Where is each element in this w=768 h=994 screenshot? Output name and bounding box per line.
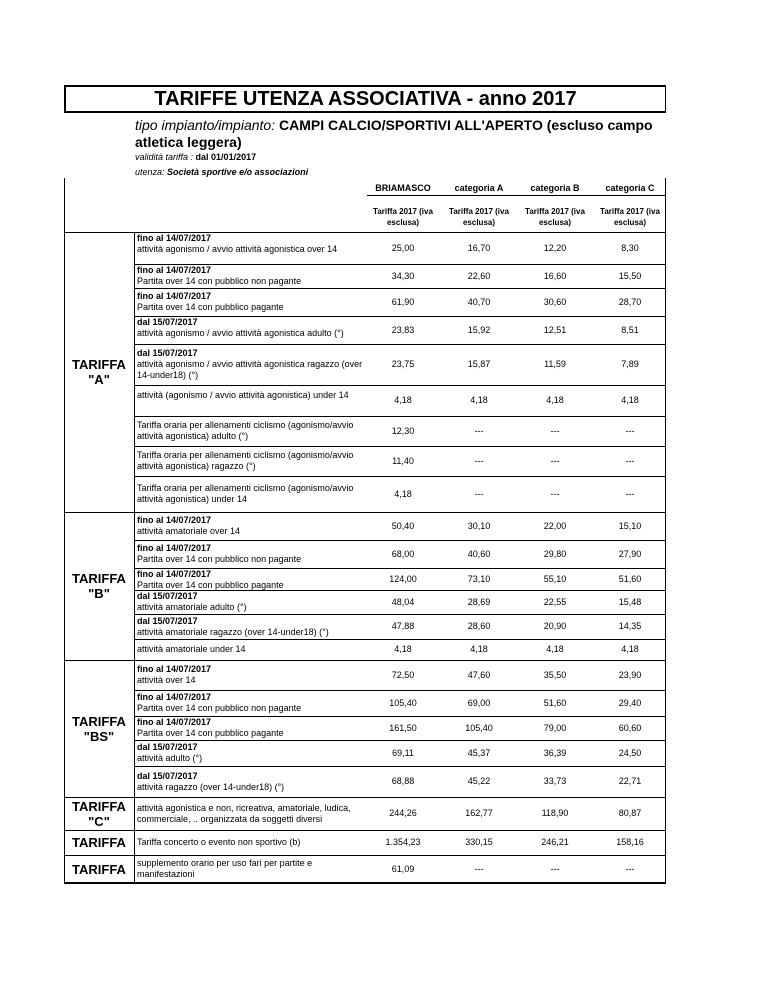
price-cell: 124,00 xyxy=(389,574,417,584)
description-text: Partita over 14 con pubblico non pagante xyxy=(137,276,302,286)
price-cell: 22,00 xyxy=(543,521,567,531)
description-text: attività agonismo / avvio attività agonistica ragazzo (over 14-under18) (°) xyxy=(137,359,363,380)
price-cell: 45,37 xyxy=(467,748,491,758)
price-cell: 28,70 xyxy=(618,297,642,307)
validita-info xyxy=(135,152,256,163)
tariff-group-label: TARIFFA xyxy=(72,862,126,877)
price-cell: 4,18 xyxy=(394,489,412,499)
group-divider xyxy=(64,855,666,856)
price-cell: 4,18 xyxy=(470,644,488,654)
validity-period: dal 15/07/2017 xyxy=(137,591,198,601)
price-cell: 1.354,23 xyxy=(385,837,421,847)
price-cell: --- xyxy=(625,864,635,874)
price-cell: 162,77 xyxy=(465,808,493,818)
validity-period: fino al 14/07/2017 xyxy=(137,265,212,275)
group-divider xyxy=(64,512,666,513)
price-cell: 23,90 xyxy=(618,670,642,680)
tariff-description xyxy=(137,291,367,313)
price-cell: 61,90 xyxy=(391,297,415,307)
price-cell: 246,21 xyxy=(541,837,569,847)
column-header: categoria A xyxy=(454,183,504,193)
price-cell: 73,10 xyxy=(467,574,491,584)
price-cell: --- xyxy=(474,456,484,466)
price-cell: 20,90 xyxy=(543,621,567,631)
price-cell: 24,50 xyxy=(618,748,642,758)
validita-value: dal 01/01/2017 xyxy=(195,152,257,162)
price-cell: --- xyxy=(550,426,560,436)
description-text: Partita over 14 con pubblico non pagante xyxy=(137,703,302,713)
column-subheader: Tariffa 2017 (iva esclusa) xyxy=(600,207,660,227)
price-cell: --- xyxy=(550,489,560,499)
validita-label: validità tariffa : xyxy=(135,152,194,162)
price-cell: 23,75 xyxy=(391,359,415,369)
price-cell: 4,18 xyxy=(394,395,412,405)
tariff-description xyxy=(137,858,367,880)
price-cell: 29,80 xyxy=(543,549,567,559)
price-cell: 35,50 xyxy=(543,670,567,680)
price-cell: 23,83 xyxy=(391,325,415,335)
utenza-value: Società sportive e/o associazioni xyxy=(167,167,309,177)
price-cell: 22,71 xyxy=(618,776,642,786)
validity-period: fino al 14/07/2017 xyxy=(137,569,212,579)
price-cell: 244,26 xyxy=(389,808,417,818)
price-cell: 11,59 xyxy=(544,359,566,369)
description-text: attività agonismo / avvio attività agonistica over 14 xyxy=(137,244,338,254)
price-cell: 47,88 xyxy=(391,621,415,631)
price-cell: --- xyxy=(474,426,484,436)
price-cell: 50,40 xyxy=(391,521,415,531)
price-cell: 79,00 xyxy=(543,723,567,733)
column-header: BRIAMASCO xyxy=(375,183,431,193)
price-cell: 69,00 xyxy=(467,698,491,708)
price-cell: 72,50 xyxy=(391,670,415,680)
description-text: attività amatoriale under 14 xyxy=(137,644,246,654)
tariff-description xyxy=(137,233,367,255)
price-cell: 14,35 xyxy=(618,621,642,631)
table-rule xyxy=(64,883,666,884)
description-text: supplemento orario per uso fari per partite e manifestazioni xyxy=(137,858,313,879)
tariff-group-label: TARIFFA "BS" xyxy=(72,714,126,744)
price-cell: 4,18 xyxy=(621,644,639,654)
price-cell: 8,51 xyxy=(621,325,639,335)
price-cell: --- xyxy=(550,456,560,466)
price-cell: 4,18 xyxy=(394,644,412,654)
row-divider xyxy=(134,385,666,386)
validity-period: fino al 14/07/2017 xyxy=(137,515,212,525)
row-divider xyxy=(134,288,666,289)
tariff-description xyxy=(137,265,367,287)
price-cell: 15,50 xyxy=(618,271,642,281)
validity-period: fino al 14/07/2017 xyxy=(137,692,212,702)
price-cell: 69,11 xyxy=(392,748,414,758)
tariff-group-label: TARIFFA "B" xyxy=(72,571,126,601)
price-cell: 33,73 xyxy=(543,776,567,786)
tariff-description xyxy=(137,692,367,714)
row-divider xyxy=(134,740,666,741)
price-cell: 68,00 xyxy=(391,549,415,559)
tariff-description xyxy=(137,803,367,825)
price-cell: 25,00 xyxy=(391,243,415,253)
price-cell: 40,60 xyxy=(467,549,491,559)
header-underline xyxy=(367,195,666,196)
tariff-description xyxy=(137,569,367,591)
description-text: attività amatoriale ragazzo (over 14-under18) (°) xyxy=(137,627,329,637)
row-divider xyxy=(134,344,666,345)
impianto-label: tipo impianto/impianto: xyxy=(135,117,276,133)
price-cell: 4,18 xyxy=(621,395,639,405)
tariff-description xyxy=(137,742,367,764)
tariff-description xyxy=(137,317,367,339)
price-cell: 22,60 xyxy=(467,271,491,281)
validity-period: fino al 14/07/2017 xyxy=(137,291,212,301)
impianto-value: CAMPI CALCIO/SPORTIVI ALL'APERTO (escluso campo atletica leggera) xyxy=(135,117,653,150)
row-divider xyxy=(134,614,666,615)
description-text: attività amatoriale adulto (°) xyxy=(137,602,247,612)
price-cell: 30,10 xyxy=(467,521,491,531)
price-cell: 15,48 xyxy=(618,597,642,607)
price-cell: 40,70 xyxy=(467,297,491,307)
validity-period: dal 15/07/2017 xyxy=(137,742,198,752)
description-text: attività adulto (°) xyxy=(137,753,203,763)
price-cell: --- xyxy=(474,489,484,499)
tariff-description xyxy=(137,483,367,505)
price-cell: --- xyxy=(625,456,635,466)
price-cell: 60,60 xyxy=(618,723,642,733)
description-text: attività amatoriale over 14 xyxy=(137,526,241,536)
tariff-description xyxy=(137,837,367,848)
row-divider xyxy=(134,540,666,541)
tariff-description xyxy=(137,390,367,401)
description-text: Partita over 14 con pubblico pagante xyxy=(137,580,284,590)
row-divider xyxy=(134,446,666,447)
row-divider xyxy=(134,766,666,767)
price-cell: 27,90 xyxy=(618,549,642,559)
price-cell: 11,40 xyxy=(392,456,414,466)
price-cell: --- xyxy=(625,489,635,499)
price-cell: 47,60 xyxy=(467,670,491,680)
description-text: Partita over 14 con pubblico pagante xyxy=(137,728,284,738)
description-text: Tariffa oraria per allenamenti ciclismo (agonismo/avvio attività agonistica) ragazzo (°) xyxy=(137,450,354,471)
utenza-info xyxy=(135,167,308,178)
validity-period: dal 15/07/2017 xyxy=(137,348,198,358)
price-cell: 61,09 xyxy=(391,864,415,874)
price-cell: 161,50 xyxy=(389,723,417,733)
validity-period: fino al 14/07/2017 xyxy=(137,664,212,674)
price-cell: 36,39 xyxy=(543,748,567,758)
price-cell: 29,40 xyxy=(618,698,642,708)
tariff-description xyxy=(137,543,367,565)
tariff-description xyxy=(137,664,367,686)
tariff-description xyxy=(137,771,367,793)
row-divider xyxy=(134,416,666,417)
column-subheader: Tariffa 2017 (iva esclusa) xyxy=(449,207,509,227)
description-text: Partita over 14 con pubblico non pagante xyxy=(137,554,302,564)
description-text: attività agonistica e non, ricreativa, amatoriale, ludica, commerciale, .. organizzata da soggetti diversi xyxy=(137,803,351,824)
price-cell: 4,18 xyxy=(470,395,488,405)
price-cell: --- xyxy=(550,864,560,874)
price-cell: 16,60 xyxy=(543,271,567,281)
tariff-description xyxy=(137,515,367,537)
tariff-description xyxy=(137,348,367,381)
impianto-info xyxy=(135,117,665,151)
price-cell: 158,16 xyxy=(616,837,644,847)
tariff-group-label: TARIFFA "C" xyxy=(72,799,126,829)
description-text: attività ragazzo (over 14-under18) (°) xyxy=(137,782,285,792)
price-cell: 22,55 xyxy=(543,597,567,607)
column-divider xyxy=(134,232,135,883)
description-text: attività (agonismo / avvio attività agonistica) under 14 xyxy=(137,390,349,400)
row-divider xyxy=(134,690,666,691)
tariff-group-label: TARIFFA xyxy=(72,835,126,850)
validity-period: fino al 14/07/2017 xyxy=(137,233,212,243)
tariff-description xyxy=(137,420,367,442)
column-subheader: Tariffa 2017 (iva esclusa) xyxy=(373,207,433,227)
validity-period: dal 15/07/2017 xyxy=(137,616,198,626)
price-cell: 16,70 xyxy=(467,243,491,253)
price-cell: 12,20 xyxy=(543,243,567,253)
validity-period: dal 15/07/2017 xyxy=(137,317,198,327)
price-cell: 4,18 xyxy=(546,395,564,405)
price-cell: 12,51 xyxy=(543,325,567,335)
price-cell: 105,40 xyxy=(465,723,493,733)
tariff-description xyxy=(137,616,367,638)
description-text: Tariffa concerto o evento non sportivo (b) xyxy=(137,837,301,847)
price-cell: 48,04 xyxy=(391,597,415,607)
validity-period: dal 15/07/2017 xyxy=(137,771,198,781)
price-cell: 330,15 xyxy=(465,837,493,847)
description-text: attività agonismo / avvio attività agonistica adulto (°) xyxy=(137,328,344,338)
price-cell: 105,40 xyxy=(389,698,417,708)
description-text: attività over 14 xyxy=(137,675,196,685)
page-title: TARIFFE UTENZA ASSOCIATIVA - anno 2017 xyxy=(64,85,666,113)
price-cell: 45,22 xyxy=(467,776,491,786)
price-cell: --- xyxy=(625,426,635,436)
row-divider xyxy=(134,476,666,477)
tariff-description xyxy=(137,450,367,472)
price-cell: --- xyxy=(474,864,484,874)
validity-period: fino al 14/07/2017 xyxy=(137,543,212,553)
group-divider xyxy=(64,660,666,661)
price-cell: 34,30 xyxy=(391,271,415,281)
price-cell: 15,87 xyxy=(467,359,491,369)
price-cell: 51,60 xyxy=(543,698,567,708)
price-cell: 51,60 xyxy=(618,574,642,584)
price-cell: 30,60 xyxy=(543,297,567,307)
tariff-description xyxy=(137,644,367,655)
column-header: categoria B xyxy=(530,183,580,193)
price-cell: 28,69 xyxy=(467,597,491,607)
group-divider xyxy=(64,797,666,798)
price-cell: 68,88 xyxy=(391,776,415,786)
price-cell: 118,90 xyxy=(541,808,569,818)
utenza-label: utenza: xyxy=(135,167,165,177)
group-divider xyxy=(64,830,666,831)
tariff-group-label: TARIFFA "A" xyxy=(72,357,126,387)
description-text: Tariffa oraria per allenamenti ciclismo (agonismo/avvio attività agonistica) adulto (°) xyxy=(137,420,354,441)
column-subheader: Tariffa 2017 (iva esclusa) xyxy=(525,207,585,227)
tariff-description xyxy=(137,717,367,739)
price-cell: 4,18 xyxy=(546,644,564,654)
price-cell: 28,60 xyxy=(467,621,491,631)
validity-period: fino al 14/07/2017 xyxy=(137,717,212,727)
price-cell: 8,30 xyxy=(621,243,639,253)
column-header: categoria C xyxy=(605,183,655,193)
price-cell: 55,10 xyxy=(543,574,567,584)
description-text: Partita over 14 con pubblico pagante xyxy=(137,302,284,312)
description-text: Tariffa oraria per allenamenti ciclismo (agonismo/avvio attività agonistica) under 14 xyxy=(137,483,354,504)
price-cell: 15,92 xyxy=(467,325,491,335)
row-divider xyxy=(134,639,666,640)
price-cell: 7,89 xyxy=(621,359,639,369)
price-cell: 12,30 xyxy=(391,426,415,436)
price-cell: 80,87 xyxy=(618,808,642,818)
price-cell: 15,10 xyxy=(618,521,642,531)
tariff-description xyxy=(137,591,367,613)
